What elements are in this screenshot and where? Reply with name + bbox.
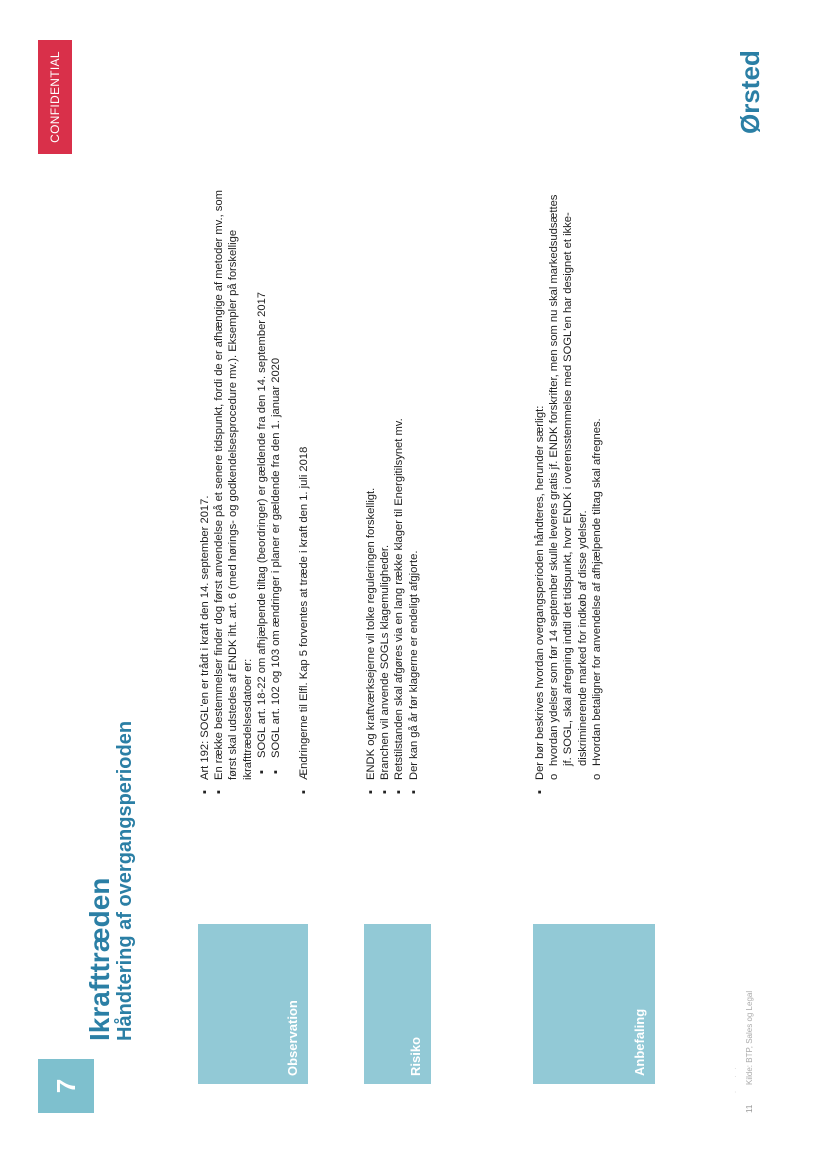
circle-bullet-icon: o [590,773,603,780]
square-bullet-icon: ▪ [213,790,226,794]
list-item: ▪ Retstilstanden skal afgøres via en lang række klager til Energitilsynet mv. [393,418,406,794]
label-recommendation-text: Anbefaling [632,1008,647,1076]
page-number: 11 [745,1104,754,1113]
square-bullet-icon: ▪ [255,770,268,774]
label-observation-text: Observation [285,1000,300,1076]
list-item: ▪ Branchen vil anvende SOGLs klagemuligheder. [379,544,392,794]
label-risk-text: Risiko [408,1036,423,1076]
square-bullet-icon: ▪ [393,790,406,794]
square-bullet-icon: ▪ [379,790,392,794]
list-item: ▪ SOGL art. 18-22 om afhjælpende tiltag (beordringer) er gældende fra den 14. september 2017 [255,291,268,774]
label-observation [198,924,308,1084]
footer-dots: · ·· [733,1061,739,1093]
orsted-logo: Ørsted [735,50,765,134]
list-item: ▪ Der bør beskrives hvordan overgangsperioden håndteres, herunder særligt: [534,405,546,794]
square-bullet-icon: ▪ [365,790,377,794]
square-bullet-icon: ▪ [298,790,311,794]
label-risk [364,924,431,1084]
list-item: ▪ Der kan gå år før klagerne er endeligt afgjorte. [407,550,420,794]
confidential-badge: CONFIDENTIAL [38,40,72,154]
slide-number-box: 7 [38,1059,94,1113]
risk-section [364,36,421,796]
list-item: ▪ Art 192: SOGL'en er trådt i kraft den 14. september 2017. [199,495,211,794]
list-item: ▪ ENDK og kraftværksejerne vil tolke reguleringen forskelligt. [365,487,377,794]
slide-title: Ikrafttræden [84,877,115,1041]
list-item: ▪ En række bestemmelser finder dog først anvendelse på et senere tidspunkt, fordi de er afhængige af metoder mv., som først skal udstedes af ENDK iht. art. 6 (med hørings- og godkendelsesprocedure mv.). Eksempler på forskellige ikrafttrædelsesdatoer er: [213,190,254,794]
list-item: o Hvordan betaligner for anvendelse af afhjælpende tiltag skal afregnes. [590,418,603,780]
footer-source: Kilde: BTP, Sales og Legal [745,990,754,1085]
slide-subtitle: Håndtering af overgangsperioden [114,720,136,1041]
recommendation-section [533,36,604,796]
square-bullet-icon: ▪ [199,790,211,794]
observation-section [198,36,311,796]
square-bullet-icon: ▪ [407,790,420,794]
square-bullet-icon: ▪ [270,770,283,774]
list-item: o hvordan ydelser som før 14 september skulle leveres gratis jf. ENDK forskrifter, men som nu skal markedsudsættes jf. SOGL, skal afregning indtil det tidspunkt, hvor ENDK i overensstemmelse med SOGL'en har designet et ikke- diskriminerende marked for indkøb af disse ydelser. [548,194,589,780]
square-bullet-icon: ▪ [534,790,546,794]
list-item: ▪ Ændringerne til Elfl. Kap 5 forventes at træde i kraft den 1. juli 2018 [298,446,311,794]
list-item: ▪ SOGL art. 102 og 103 om ændringer i planer er gældende fra den 1. januar 2020 [270,357,283,774]
circle-bullet-icon: o [548,773,561,780]
label-recommendation [533,924,655,1084]
